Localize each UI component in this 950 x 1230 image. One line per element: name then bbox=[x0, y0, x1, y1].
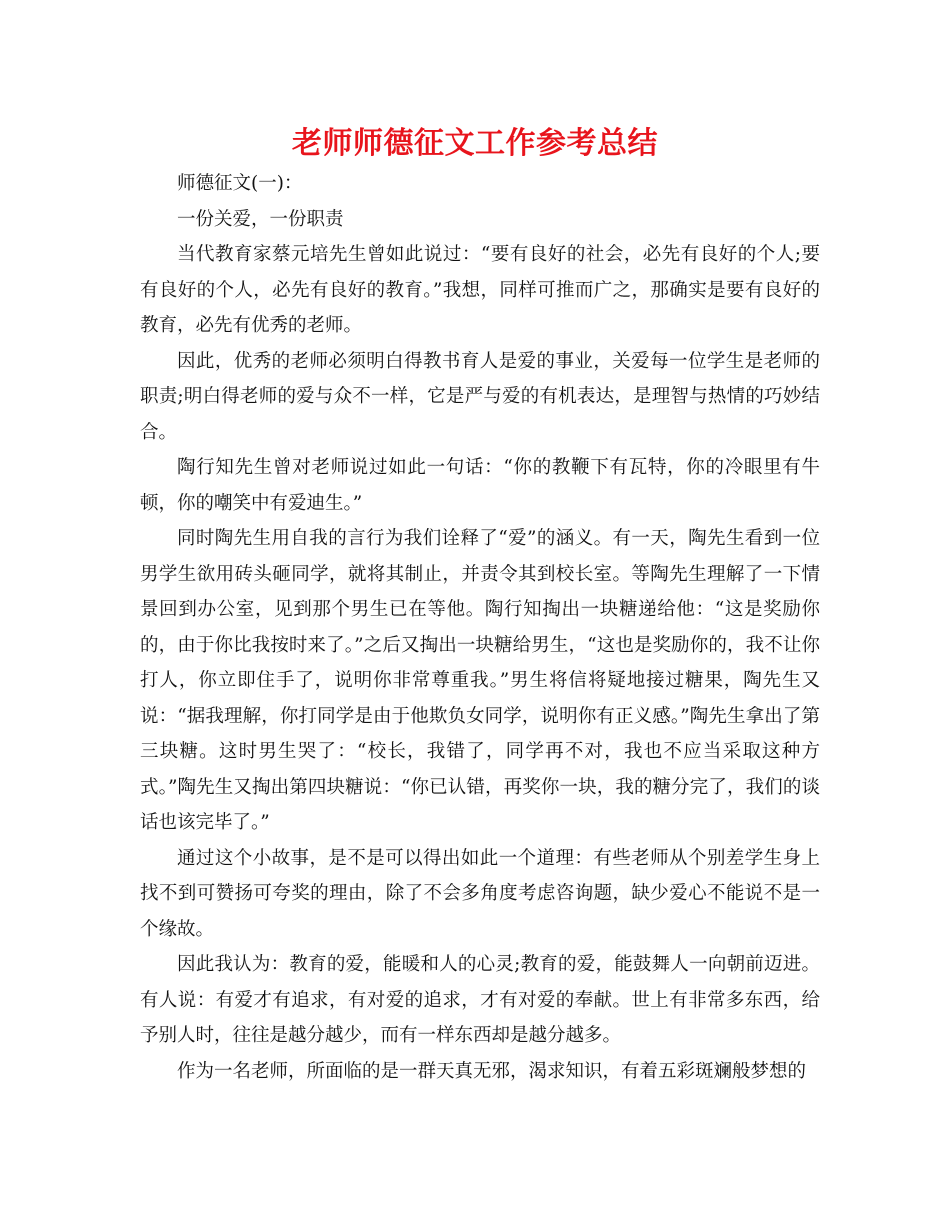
document-body bbox=[140, 166, 820, 1089]
paragraph: 陶行知先生曾对老师说过如此一句话：“你的教鞭下有瓦特，你的冷眼里有牛顿，你的嘲笑中有爱迪生。” bbox=[140, 457, 820, 514]
paragraph: 因此，优秀的老师必须明白得教书育人是爱的事业，关爱每一位学生是老师的职责;明白得老师的爱与众不一样，它是严与爱的有机表达，是理智与热情的巧妙结合。 bbox=[140, 350, 820, 443]
paragraph: 同时陶先生用自我的言行为我们诠释了“爱”的涵义。有一天，陶先生看到一位男学生欲用砖头砸同学，就将其制止，并责令其到校长室。等陶先生理解了一下情景回到办公室，见到那个男生已在等他。陶行知掏出一块糖递给他：“这是奖励你的，由于你比我按时来了。”之后又掏出一块糖给男生，“这也是奖励你的，我不让你打人，你立即住手了，说明你非常尊重我。”男生将信将疑地接过糖果，陶先生又说：“据我理解，你打同学是由于他欺负女同学，说明你有正义感。”陶先生拿出了第三块糖。这时男生哭了：“校长，我错了，同学再不对，我也不应当采取这种方式。”陶先生又掏出第四块糖说：“你已认错，再奖你一块，我的糖分完了，我们的谈话也该完毕了。” bbox=[140, 528, 820, 833]
paragraph: 通过这个小故事，是不是可以得出如此一个道理：有些老师从个别差学生身上找不到可赞扬可夸奖的理由，除了不会多角度考虑咨询题，缺少爱心不能说不是一个缘故。 bbox=[140, 847, 820, 940]
paragraph: 当代教育家蔡元培先生曾如此说过：“要有良好的社会，必先有良好的个人;要有良好的个人，必先有良好的教育。”我想，同样可推而广之，那确实是要有良好的教育，必先有优秀的老师。 bbox=[140, 244, 820, 336]
paragraph: 作为一名老师，所面临的是一群天真无邪，渴求知识，有着五彩斑斓般梦想的 bbox=[177, 1060, 807, 1082]
paragraph: 因此我认为：教育的爱，能暖和人的心灵;教育的爱，能鼓舞人一向朝前迈进。有人说：有爱才有追求，有对爱的追求，才有对爱的奉献。世上有非常多东西，给予别人时，往往是越分越少，而有一样东西却是越分越多。 bbox=[140, 954, 820, 1046]
document-title: 老师师德征文工作参考总结 bbox=[292, 126, 658, 161]
section-heading: 师德征文(一)： bbox=[177, 173, 303, 194]
essay-subtitle: 一份关爱，一份职责 bbox=[177, 208, 344, 230]
